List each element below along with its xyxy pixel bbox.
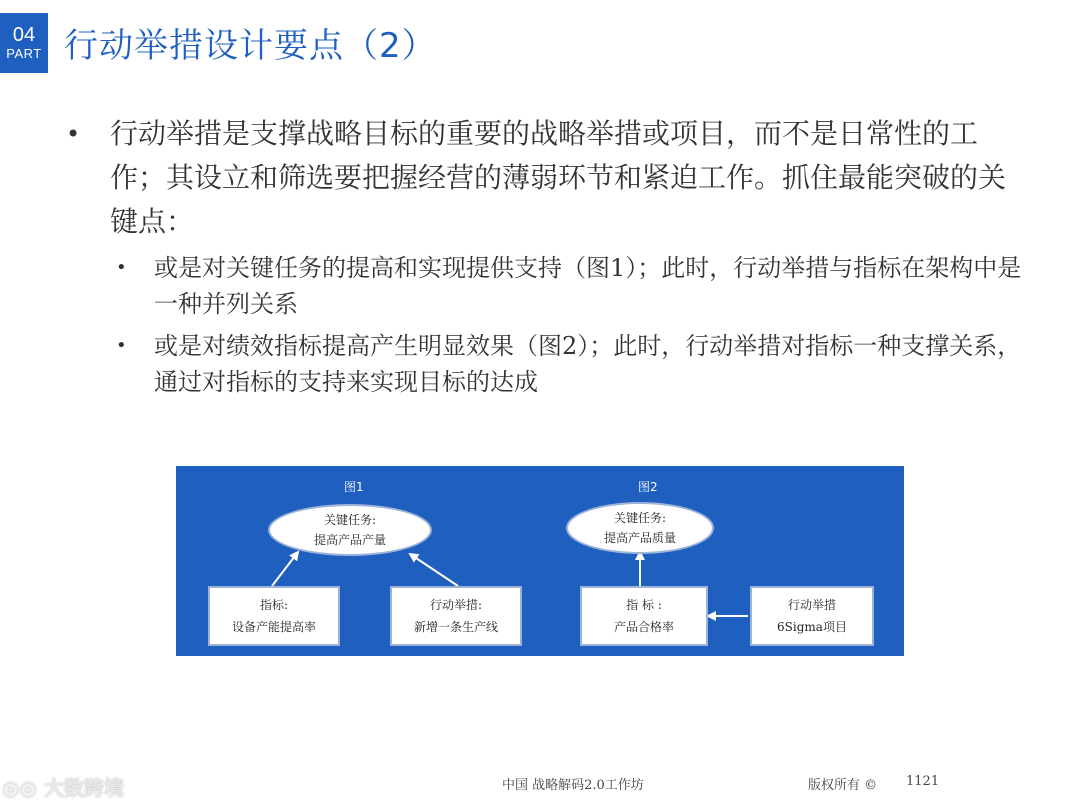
arrow-fig1-right — [410, 554, 458, 586]
sub-bullet-text: 或是对绩效指标提高产生明显效果（图2）；此时，行动举措对指标一种支撑关系，通过对指标的支持来实现目标的达成 — [154, 332, 1022, 396]
page-title: 行动举措设计要点（2） — [64, 26, 437, 66]
footer-page-number: 1121 — [906, 774, 940, 789]
part-badge — [0, 13, 48, 73]
fig2-ellipse-line1: 关键任务: — [613, 511, 667, 525]
fig1-box-left-line1: 指标: — [259, 598, 289, 612]
fig2-box-left-line2: 产品合格率 — [613, 620, 674, 634]
fig2-box-right-line2: 6Sigma项目 — [777, 620, 847, 634]
fig2-label: 图2 — [638, 480, 658, 494]
fig2-box-right-line1: 行动举措 — [787, 598, 836, 612]
part-label: PART — [6, 46, 42, 61]
fig1-label: 图1 — [344, 480, 364, 494]
fig1-ellipse-line1: 关键任务: — [323, 513, 377, 527]
fig2-box-left-line1: 指 标 : — [626, 598, 662, 612]
bullet-dot-icon: • — [116, 257, 127, 278]
fig2-key-task-ellipse — [566, 502, 714, 554]
watermark-text: 大数跨境 — [43, 776, 124, 800]
part-number: 04 — [12, 24, 36, 46]
bullet-list — [66, 112, 1026, 400]
watermark-icon: ◎◎ — [2, 776, 44, 800]
fig1-action-box — [390, 586, 522, 646]
fig1-ellipse-line2: 提高产品产量 — [313, 533, 386, 547]
bullet-dot-icon: • — [66, 120, 81, 148]
fig1-indicator-box — [208, 586, 340, 646]
sub-bullet — [66, 328, 1026, 400]
footer-copyright: 版权所有 © — [808, 778, 878, 793]
fig2-ellipse-line2: 提高产品质量 — [603, 531, 676, 545]
fig1-box-right-line2: 新增一条生产线 — [413, 620, 498, 634]
relationship-diagram — [176, 466, 904, 656]
fig1-box-left-line2: 设备产能提高率 — [231, 620, 316, 634]
sub-bullet-text: 或是对关键任务的提高和实现提供支持（图1）；此时，行动举措与指标在架构中是一种并列关系 — [154, 254, 1022, 318]
watermark-logo — [2, 772, 124, 801]
arrow-fig1-left — [272, 552, 298, 586]
main-bullet — [66, 112, 1026, 244]
fig2-indicator-box — [580, 586, 708, 646]
fig1-box-right-line1: 行动举措: — [429, 598, 483, 612]
sub-bullet — [66, 250, 1026, 322]
bullet-dot-icon: • — [116, 335, 127, 356]
fig1-key-task-ellipse — [268, 504, 432, 556]
main-bullet-text: 行动举措是支撑战略目标的重要的战略举措或项目，而不是日常性的工作；其设立和筛选要把握经营的薄弱环节和紧迫工作。抓住最能突破的关键点： — [110, 117, 1007, 238]
footer-center-text: 中国 战略解码2.0工作坊 — [502, 778, 644, 793]
fig2-action-box — [750, 586, 874, 646]
